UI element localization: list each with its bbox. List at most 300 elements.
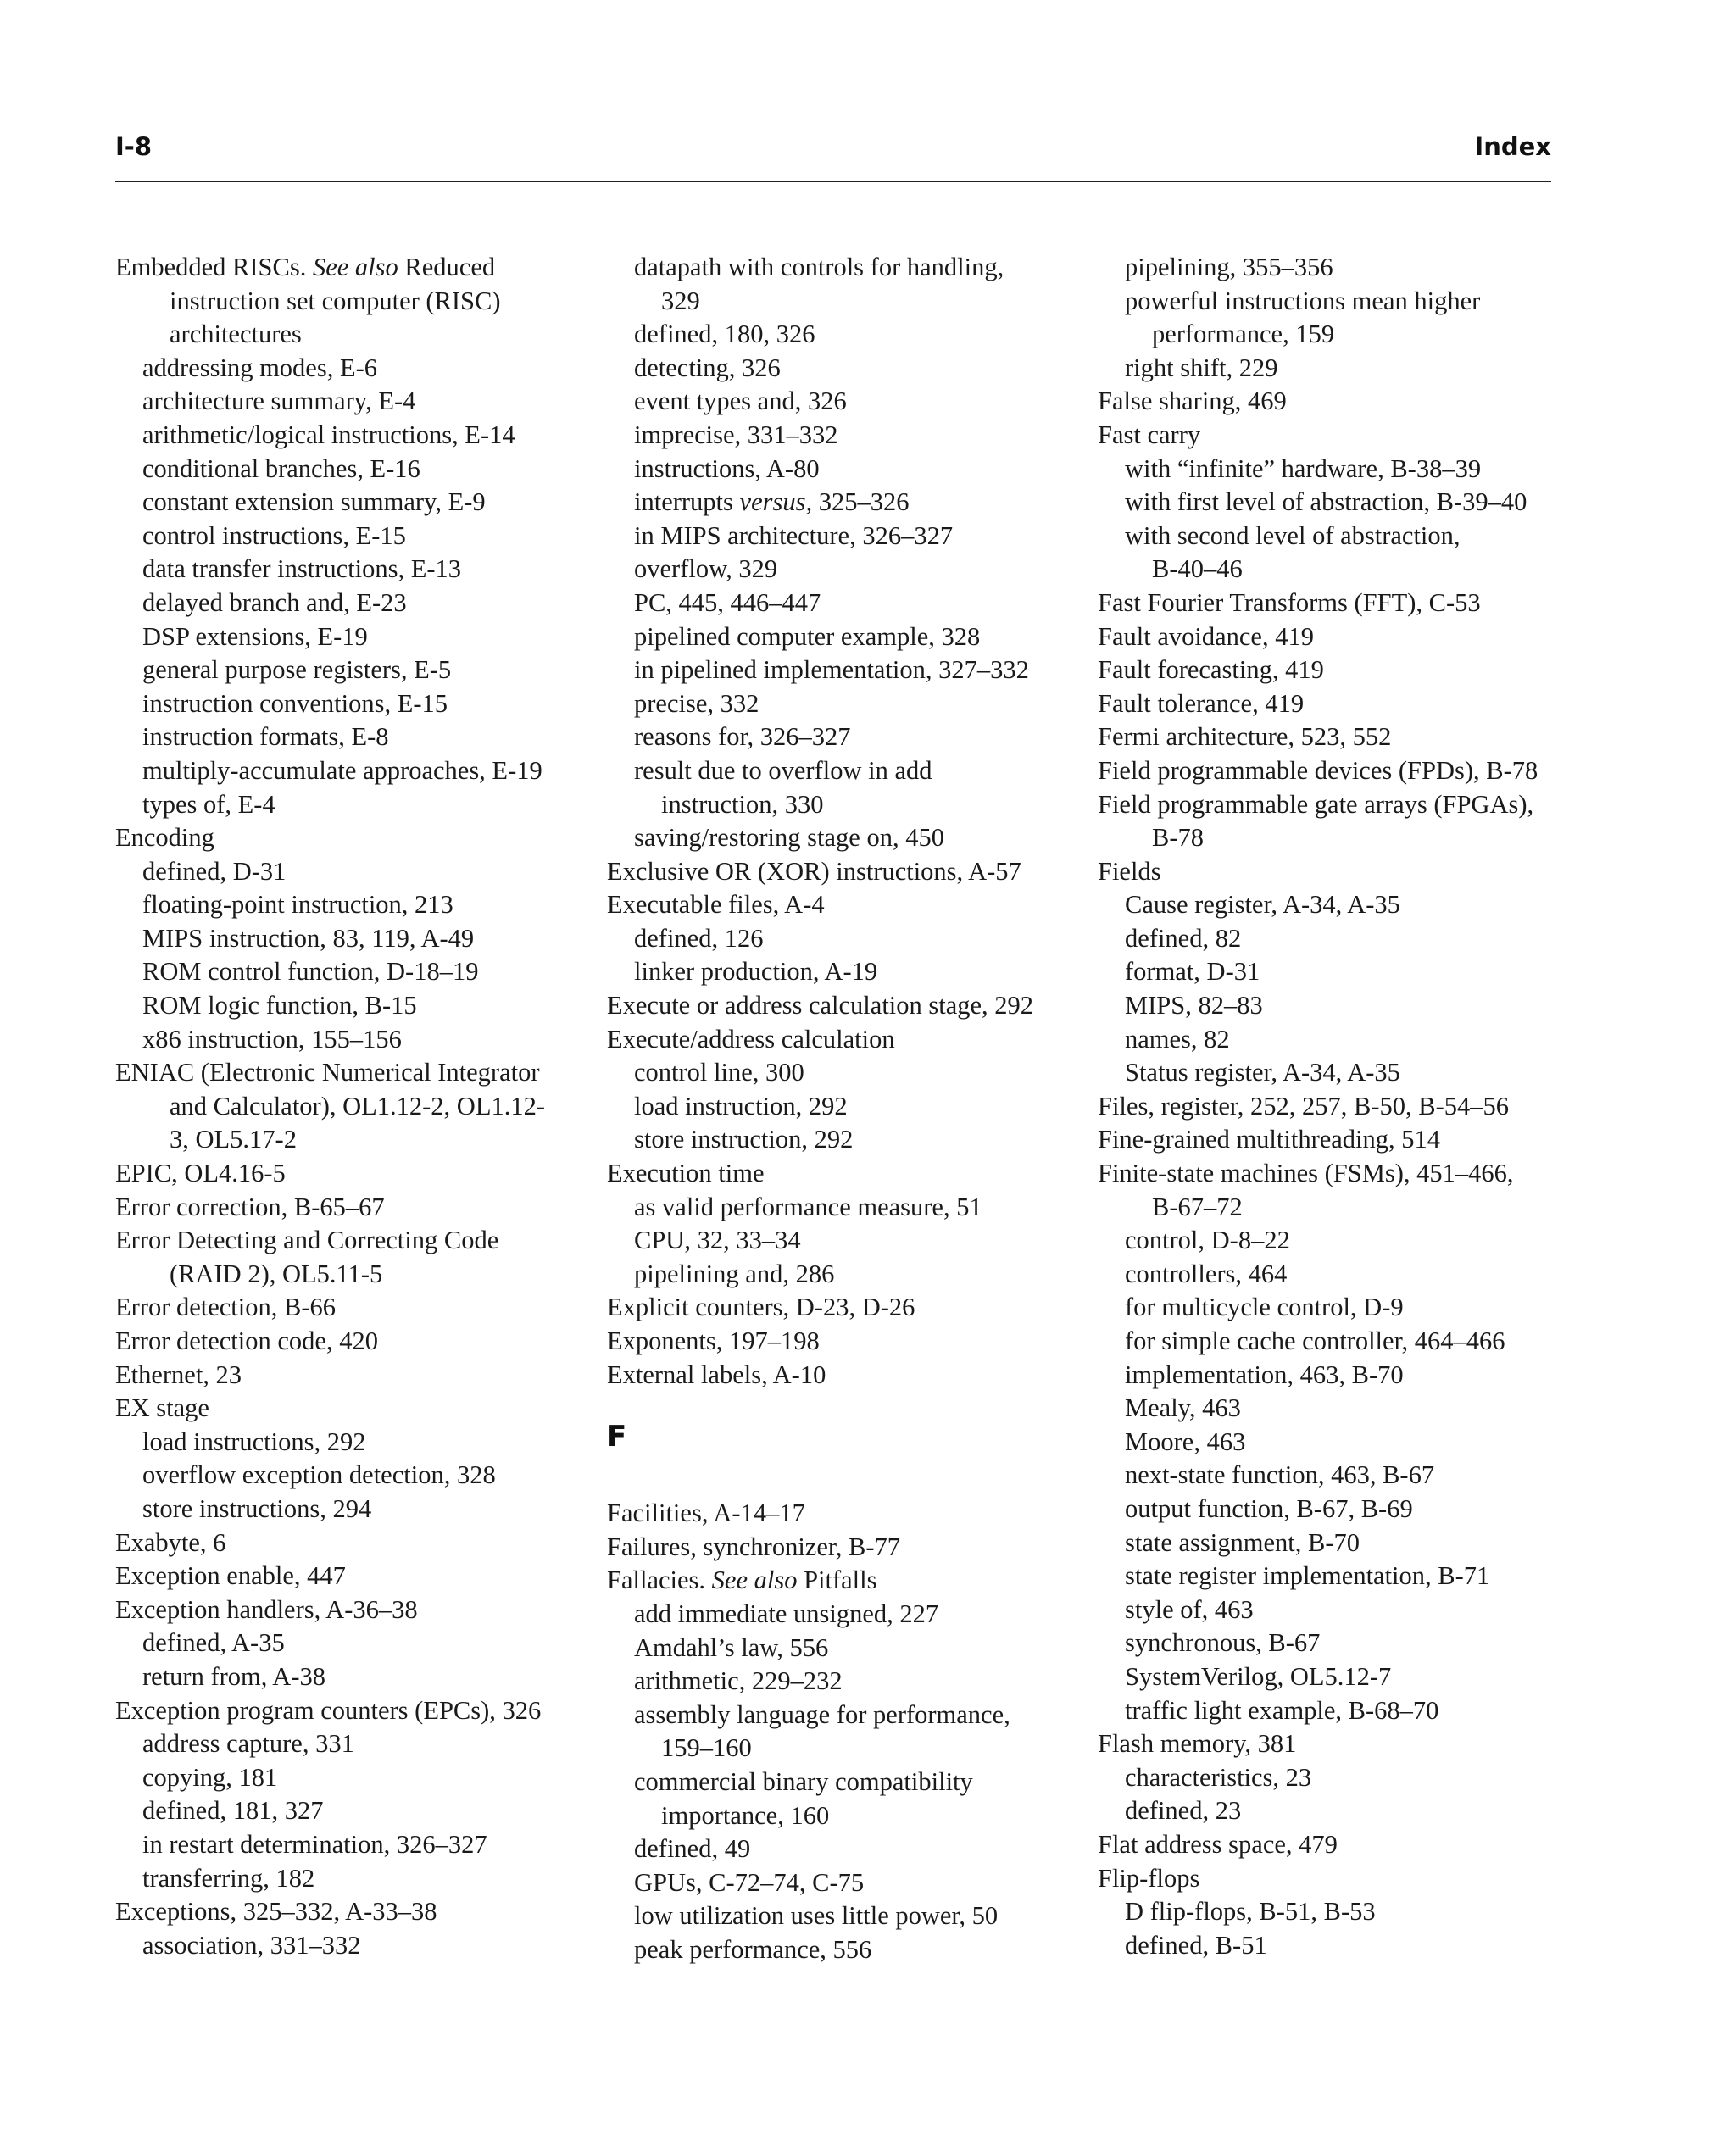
index-subentry	[115, 989, 590, 1023]
index-subentry	[607, 1699, 1082, 1732]
index-subentry	[115, 1727, 590, 1761]
entry-text: store instruction, 292	[634, 1125, 854, 1154]
index-subentry	[1098, 1761, 1572, 1795]
index-subentry	[115, 1627, 590, 1660]
entry-text: instruction conventions, E-15	[142, 688, 448, 718]
index-main-entry	[1098, 1828, 1572, 1862]
index-subentry	[607, 922, 1082, 956]
entry-text: return from, A-38	[142, 1661, 326, 1691]
index-entry-continuation	[115, 285, 590, 319]
index-subentry	[607, 520, 1082, 553]
entry-italic-text: See also	[312, 253, 398, 281]
entry-text: x86 instruction, 155–156	[142, 1024, 402, 1054]
index-subentry	[607, 318, 1082, 352]
index-subentry	[1098, 1426, 1572, 1460]
index-subentry	[607, 1899, 1082, 1933]
header-title: Index	[1474, 132, 1551, 161]
index-subentry	[607, 720, 1082, 754]
entry-text: Fault tolerance, 419	[1098, 688, 1305, 718]
index-main-entry	[115, 1895, 590, 1929]
entry-text: control instructions, E-15	[142, 520, 406, 550]
entry-text: data transfer instructions, E-13	[142, 554, 462, 584]
entry-text: datapath with controls for handling,	[634, 253, 1004, 281]
index-subentry-continuation	[607, 788, 1082, 822]
entry-text: Exception enable, 447	[115, 1561, 346, 1591]
index-main-entry	[607, 1359, 1082, 1393]
entry-text: Facilities, A-14–17	[607, 1499, 805, 1528]
entry-text: powerful instructions mean higher	[1125, 286, 1481, 315]
page-number: I-8	[115, 132, 153, 161]
index-subentry	[607, 1632, 1082, 1666]
index-main-entry	[607, 1531, 1082, 1565]
index-subentry	[115, 754, 590, 788]
entry-text: Executable files, A-4	[607, 890, 825, 920]
entry-text: Ethernet, 23	[115, 1360, 242, 1389]
index-subentry	[1098, 352, 1572, 386]
entry-text: CPU, 32, 33–34	[634, 1226, 801, 1255]
index-subentry	[607, 1866, 1082, 1900]
entry-text: implementation, 463, B-70	[1125, 1360, 1404, 1389]
index-subentry	[115, 620, 590, 654]
entry-text: instructions, A-80	[634, 453, 820, 483]
index-subentry	[115, 653, 590, 687]
entry-text: overflow, 329	[634, 554, 778, 584]
index-subentry	[607, 486, 1082, 520]
index-subentry	[115, 1660, 590, 1694]
index-subentry	[1098, 453, 1572, 487]
entry-text: Flat address space, 479	[1098, 1829, 1338, 1859]
entry-text: Mealy, 463	[1125, 1393, 1241, 1423]
entry-text: Error detection code, 420	[115, 1326, 378, 1355]
entry-text: Finite-state machines (FSMs), 451–466,	[1098, 1159, 1514, 1188]
index-main-entry	[607, 1564, 1082, 1598]
index-subentry	[1098, 251, 1572, 285]
entry-text-after: Pitfalls	[797, 1565, 877, 1595]
entry-text: for multicycle control, D-9	[1125, 1293, 1404, 1322]
index-subentry	[115, 520, 590, 553]
entry-text: Encoding	[115, 823, 214, 853]
entry-text: architecture summary, E-4	[142, 386, 416, 416]
index-subentry	[607, 1598, 1082, 1632]
entry-text: Flip-flops	[1098, 1863, 1200, 1893]
index-subentry	[607, 419, 1082, 453]
entry-text: Amdahl’s law, 556	[634, 1632, 829, 1662]
entry-text: linker production, A-19	[634, 957, 878, 987]
index-subentry	[607, 587, 1082, 620]
entry-text: constant extension summary, E-9	[142, 487, 486, 517]
index-main-entry	[1098, 788, 1572, 822]
entry-text: in restart determination, 326–327	[142, 1829, 487, 1859]
index-subentry	[1098, 1056, 1572, 1090]
entry-text: Field programmable gate arrays (FPGAs),	[1098, 789, 1534, 819]
index-subentry	[1098, 1291, 1572, 1325]
index-subentry	[1098, 1527, 1572, 1560]
index-main-entry	[1098, 653, 1572, 687]
entry-text: assembly language for performance,	[634, 1699, 1010, 1729]
entry-text: precise, 332	[634, 688, 760, 718]
index-subentry	[115, 1493, 590, 1527]
entry-text: in pipelined implementation, 327–332	[634, 655, 1029, 685]
entry-text: Execute or address calculation stage, 292	[607, 991, 1034, 1020]
entry-text: Error correction, B-65–67	[115, 1192, 385, 1221]
entry-text: control, D-8–22	[1125, 1226, 1290, 1255]
index-subentry	[115, 1794, 590, 1828]
entry-text: add immediate unsigned, 227	[634, 1599, 939, 1628]
entry-text: instruction set computer (RISC)	[170, 286, 501, 315]
entry-text: Embedded RISCs.	[115, 253, 313, 281]
entry-text: MIPS instruction, 83, 119, A-49	[142, 923, 475, 953]
index-main-entry	[115, 1694, 590, 1728]
entry-text: B-40–46	[1152, 554, 1243, 584]
entry-text: arithmetic, 229–232	[634, 1666, 843, 1696]
index-subentry-continuation	[607, 1732, 1082, 1766]
index-subentry	[1098, 989, 1572, 1023]
index-column-1	[115, 251, 590, 1962]
index-subentry	[607, 1191, 1082, 1225]
entry-text: control line, 300	[634, 1058, 804, 1087]
entry-text: defined, 126	[634, 923, 764, 953]
index-subentry	[607, 1766, 1082, 1799]
index-subentry	[115, 1459, 590, 1493]
index-entry-continuation	[115, 1258, 590, 1292]
entry-text: importance, 160	[661, 1800, 830, 1830]
index-main-entry	[607, 1325, 1082, 1359]
section-letter-heading: F	[607, 1420, 627, 1454]
entry-text: instruction, 330	[661, 789, 824, 819]
entry-text: Fast carry	[1098, 420, 1201, 449]
entry-text: (RAID 2), OL5.11-5	[170, 1259, 383, 1288]
entry-text: format, D-31	[1125, 957, 1260, 987]
entry-text: Cause register, A-34, A-35	[1125, 890, 1400, 920]
entry-text: style of, 463	[1125, 1594, 1254, 1624]
index-subentry	[1098, 1392, 1572, 1426]
entry-text: ROM control function, D-18–19	[142, 957, 479, 987]
index-subentry	[607, 385, 1082, 419]
entry-text: Fallacies.	[607, 1565, 712, 1595]
entry-text: as valid performance measure, 51	[634, 1192, 982, 1221]
index-main-entry	[607, 989, 1082, 1023]
index-subentry	[607, 653, 1082, 687]
index-main-entry	[1098, 1090, 1572, 1124]
index-subentry	[1098, 1794, 1572, 1828]
entry-text: Fault avoidance, 419	[1098, 621, 1314, 651]
index-subentry	[115, 1862, 590, 1896]
index-subentry	[1098, 1895, 1572, 1929]
entry-text: MIPS, 82–83	[1125, 991, 1263, 1020]
index-subentry	[607, 1224, 1082, 1258]
index-subentry	[607, 1056, 1082, 1090]
index-main-entry	[115, 251, 590, 285]
entry-text: External labels, A-10	[607, 1360, 826, 1389]
index-subentry	[1098, 1359, 1572, 1393]
index-subentry	[607, 1258, 1082, 1292]
index-subentry	[1098, 1694, 1572, 1728]
index-main-entry	[1098, 1727, 1572, 1761]
entry-text: with second level of abstraction,	[1125, 520, 1461, 550]
entry-text: overflow exception detection, 328	[142, 1460, 496, 1490]
entry-text: Error detection, B-66	[115, 1293, 337, 1322]
index-subentry	[115, 1023, 590, 1057]
index-subentry	[115, 587, 590, 620]
entry-text: Exception handlers, A-36–38	[115, 1594, 418, 1624]
entry-text: Status register, A-34, A-35	[1125, 1058, 1400, 1087]
index-column-2	[607, 251, 1082, 1967]
entry-text: Execute/address calculation	[607, 1024, 895, 1054]
index-main-entry	[607, 888, 1082, 922]
index-main-entry	[115, 1560, 590, 1593]
entry-text: reasons for, 326–327	[634, 722, 851, 752]
entry-text: Flash memory, 381	[1098, 1729, 1297, 1759]
entry-text: traffic light example, B-68–70	[1125, 1695, 1439, 1725]
entry-text-after: 325–326	[812, 487, 910, 517]
entry-text: result due to overflow in add	[634, 755, 932, 785]
index-main-entry	[1098, 720, 1572, 754]
running-head	[115, 132, 1551, 166]
entry-text: pipelining, 355–356	[1125, 253, 1333, 281]
index-main-entry	[1098, 587, 1572, 620]
index-main-entry	[115, 1392, 590, 1426]
index-subentry	[1098, 1023, 1572, 1057]
index-subentry	[1098, 1258, 1572, 1292]
index-main-entry	[115, 1359, 590, 1393]
index-main-entry	[607, 1291, 1082, 1325]
index-column-3	[1098, 251, 1572, 1962]
entry-text: defined, A-35	[142, 1628, 285, 1658]
entry-text: controllers, 464	[1125, 1259, 1288, 1288]
entry-text-after: Reduced	[398, 253, 496, 281]
index-subentry	[1098, 1593, 1572, 1627]
entry-text: EPIC, OL4.16-5	[115, 1159, 286, 1188]
index-main-entry	[1098, 620, 1572, 654]
index-subentry	[607, 1090, 1082, 1124]
entry-text: 159–160	[661, 1733, 752, 1763]
index-main-entry	[115, 1224, 590, 1258]
index-entry-continuation	[1098, 1191, 1572, 1225]
entry-text: copying, 181	[142, 1762, 278, 1792]
index-subentry	[1098, 922, 1572, 956]
entry-text: Exceptions, 325–332, A-33–38	[115, 1897, 437, 1927]
index-subentry	[1098, 1493, 1572, 1527]
index-subentry	[115, 922, 590, 956]
entry-text: transferring, 182	[142, 1863, 315, 1893]
index-subentry	[115, 553, 590, 587]
entry-text: address capture, 331	[142, 1729, 354, 1759]
index-subentry	[1098, 486, 1572, 520]
index-subentry	[1098, 285, 1572, 319]
index-subentry	[607, 1665, 1082, 1699]
entry-text: peak performance, 556	[634, 1934, 872, 1964]
entry-text: with first level of abstraction, B-39–40	[1125, 487, 1527, 517]
entry-text: names, 82	[1125, 1024, 1230, 1054]
index-subentry	[607, 754, 1082, 788]
entry-italic-text: versus,	[739, 487, 813, 517]
index-subentry	[115, 352, 590, 386]
entry-text: saving/restoring stage on, 450	[634, 823, 944, 853]
index-main-entry	[115, 1291, 590, 1325]
entry-text: association, 331–332	[142, 1930, 361, 1960]
entry-text: PC, 445, 446–447	[634, 587, 821, 617]
entry-text: 3, OL5.17-2	[170, 1125, 297, 1154]
entry-text: EX stage	[115, 1393, 209, 1423]
index-main-entry	[607, 1023, 1082, 1057]
entry-text: multiply-accumulate approaches, E-19	[142, 755, 542, 785]
index-main-entry	[607, 855, 1082, 889]
index-main-entry	[115, 1325, 590, 1359]
entry-text: state register implementation, B-71	[1125, 1561, 1490, 1591]
entry-text: in MIPS architecture, 326–327	[634, 520, 954, 550]
index-subentry-continuation	[607, 1799, 1082, 1833]
index-main-entry	[115, 1157, 590, 1191]
entry-text: Files, register, 252, 257, B-50, B-54–56	[1098, 1091, 1510, 1121]
entry-text: Exponents, 197–198	[607, 1326, 820, 1355]
index-subentry	[1098, 1325, 1572, 1359]
index-main-entry	[1098, 687, 1572, 721]
index-subentry	[607, 620, 1082, 654]
index-subentry-continuation	[607, 285, 1082, 319]
entry-text: Moore, 463	[1125, 1426, 1246, 1456]
index-subentry	[1098, 1627, 1572, 1660]
index-main-entry	[1098, 855, 1572, 889]
index-subentry	[115, 1761, 590, 1795]
entry-text: B-78	[1152, 823, 1204, 853]
entry-text: next-state function, 463, B-67	[1125, 1460, 1435, 1490]
entry-text: Exabyte, 6	[115, 1527, 226, 1557]
index-subentry	[1098, 1459, 1572, 1493]
index-subentry	[1098, 1560, 1572, 1593]
entry-text: B-67–72	[1152, 1192, 1243, 1221]
index-main-entry	[1098, 1123, 1572, 1157]
header-rule	[115, 181, 1551, 182]
index-subentry	[115, 687, 590, 721]
entry-text: performance, 159	[1152, 320, 1335, 349]
entry-text: pipelining and, 286	[634, 1259, 835, 1288]
entry-text: Fermi architecture, 523, 552	[1098, 722, 1392, 752]
index-subentry	[115, 419, 590, 453]
entry-text: defined, 49	[634, 1834, 751, 1864]
index-subentry	[115, 888, 590, 922]
entry-text: output function, B-67, B-69	[1125, 1493, 1413, 1523]
entry-text: load instruction, 292	[634, 1091, 848, 1121]
index-entry-continuation	[115, 1123, 590, 1157]
entry-text: Field programmable devices (FPDs), B-78	[1098, 755, 1538, 785]
index-subentry	[115, 1929, 590, 1963]
entry-text: defined, B-51	[1125, 1930, 1267, 1960]
index-subentry	[1098, 888, 1572, 922]
index-subentry	[115, 1426, 590, 1460]
entry-text: pipelined computer example, 328	[634, 621, 981, 651]
index-subentry	[115, 1828, 590, 1862]
entry-text: GPUs, C-72–74, C-75	[634, 1867, 865, 1897]
entry-text: characteristics, 23	[1125, 1762, 1312, 1792]
entry-text: architectures	[170, 320, 302, 349]
entry-text: synchronous, B-67	[1125, 1628, 1321, 1658]
entry-text: instruction formats, E-8	[142, 722, 389, 752]
index-subentry	[1098, 1224, 1572, 1258]
index-subentry	[607, 955, 1082, 989]
index-subentry	[607, 553, 1082, 587]
entry-text: arithmetic/logical instructions, E-14	[142, 420, 515, 449]
entry-text: with “infinite” hardware, B-38–39	[1125, 453, 1482, 483]
entry-text: interrupts	[634, 487, 740, 517]
entry-text: Failures, synchronizer, B-77	[607, 1532, 901, 1561]
entry-text: Fast Fourier Transforms (FFT), C-53	[1098, 587, 1481, 617]
entry-text: defined, 181, 327	[142, 1796, 324, 1826]
entry-text: Fault forecasting, 419	[1098, 655, 1324, 685]
entry-text: conditional branches, E-16	[142, 453, 420, 483]
index-subentry	[1098, 955, 1572, 989]
index-subentry	[115, 385, 590, 419]
entry-text: False sharing, 469	[1098, 386, 1287, 416]
index-subentry-continuation	[1098, 553, 1572, 587]
index-main-entry	[1098, 754, 1572, 788]
entry-text: 329	[661, 286, 700, 315]
entry-text: right shift, 229	[1125, 353, 1278, 382]
entry-text: event types and, 326	[634, 386, 847, 416]
entry-text: DSP extensions, E-19	[142, 621, 368, 651]
index-subentry	[607, 453, 1082, 487]
entry-text: defined, 23	[1125, 1796, 1242, 1826]
entry-text: addressing modes, E-6	[142, 353, 377, 382]
index-entry-continuation	[115, 318, 590, 352]
entry-text: Exclusive OR (XOR) instructions, A-57	[607, 856, 1021, 886]
index-subentry	[115, 486, 590, 520]
index-subentry	[607, 1933, 1082, 1967]
entry-text: general purpose registers, E-5	[142, 655, 452, 685]
entry-text: commercial binary compatibility	[634, 1766, 973, 1796]
index-subentry	[1098, 1660, 1572, 1694]
entry-text: Error Detecting and Correcting Code	[115, 1226, 499, 1255]
index-subentry	[115, 855, 590, 889]
entry-text: store instructions, 294	[142, 1493, 372, 1523]
index-main-entry	[115, 1191, 590, 1225]
index-subentry	[115, 720, 590, 754]
entry-text: low utilization uses little power, 50	[634, 1901, 999, 1931]
entry-text: delayed branch and, E-23	[142, 587, 407, 617]
entry-text: Fields	[1098, 856, 1161, 886]
entry-text: defined, 180, 326	[634, 320, 815, 349]
index-subentry-continuation	[1098, 318, 1572, 352]
index-main-entry	[1098, 419, 1572, 453]
index-subentry	[1098, 520, 1572, 553]
index-subentry	[607, 1123, 1082, 1157]
index-subentry	[607, 1832, 1082, 1866]
entry-text: D flip-flops, B-51, B-53	[1125, 1897, 1376, 1927]
index-main-entry	[115, 1527, 590, 1560]
entry-text: types of, E-4	[142, 789, 275, 819]
entry-text: SystemVerilog, OL5.12-7	[1125, 1661, 1392, 1691]
index-subentry	[607, 687, 1082, 721]
index-main-entry	[607, 1497, 1082, 1531]
index-main-entry	[1098, 385, 1572, 419]
entry-italic-text: See also	[711, 1565, 798, 1595]
index-main-entry	[115, 1056, 590, 1090]
entry-text: Exception program counters (EPCs), 326	[115, 1695, 542, 1725]
index-subentry	[607, 821, 1082, 855]
index-entry-continuation	[115, 1090, 590, 1124]
entry-text: defined, D-31	[142, 856, 287, 886]
entry-text: Fine-grained multithreading, 514	[1098, 1125, 1441, 1154]
index-entry-continuation	[1098, 821, 1572, 855]
index-subentry	[115, 955, 590, 989]
entry-text: ROM logic function, B-15	[142, 991, 417, 1020]
index-subentry	[1098, 1929, 1572, 1963]
entry-text: detecting, 326	[634, 353, 781, 382]
entry-text: Execution time	[607, 1159, 765, 1188]
index-subentry	[607, 352, 1082, 386]
entry-text: defined, 82	[1125, 923, 1242, 953]
entry-text: for simple cache controller, 464–466	[1125, 1326, 1505, 1355]
index-main-entry	[1098, 1862, 1572, 1896]
